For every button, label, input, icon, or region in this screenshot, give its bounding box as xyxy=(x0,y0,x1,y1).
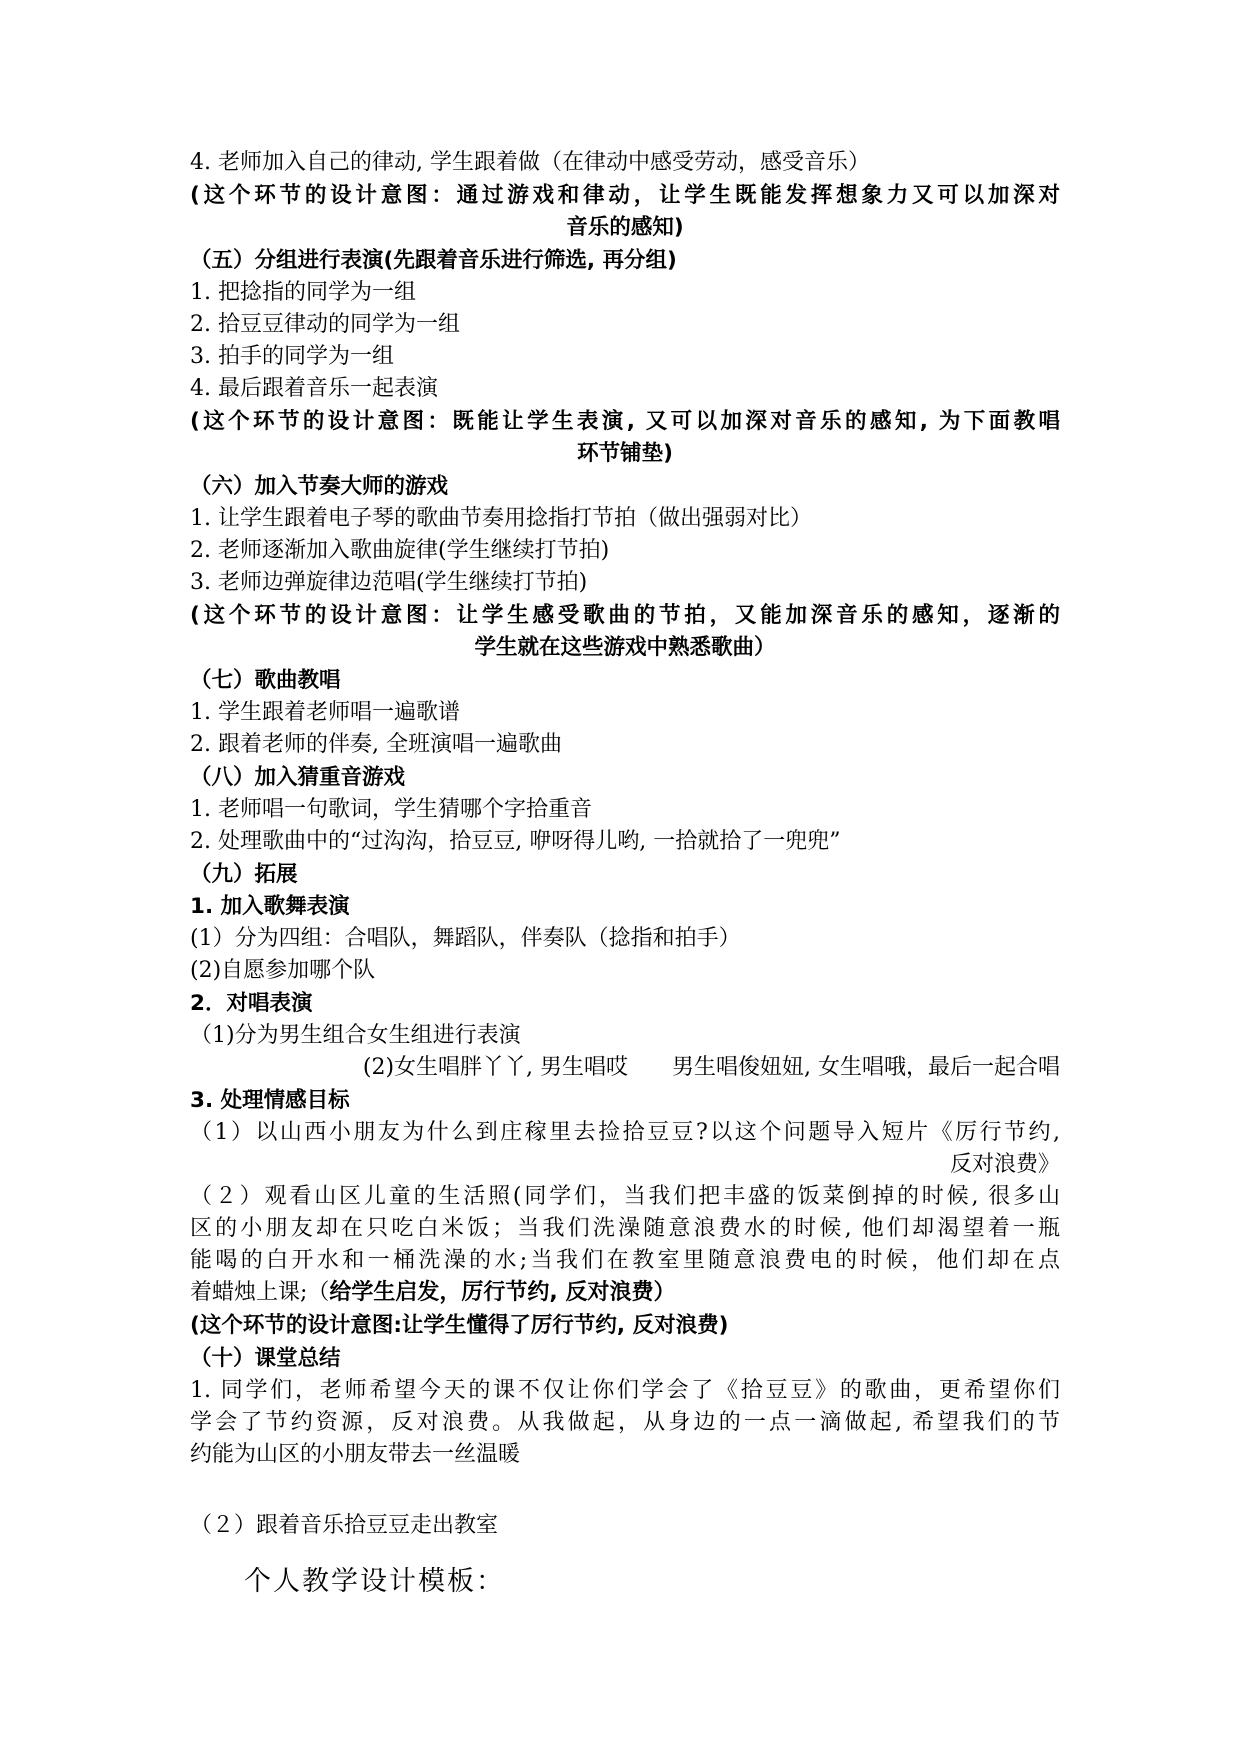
section-9-heading: （九）拓展 xyxy=(190,862,298,887)
section-8-heading: （八）加入猜重音游戏 xyxy=(190,765,406,790)
list-item: 3. 老师边弹旋律边范唱(学生继续打节拍) xyxy=(190,570,588,595)
design-intent-note: (这个环节的设计意图：让学生感受歌曲的节拍，又能加深音乐的感知，逐渐的 xyxy=(190,603,1060,628)
paragraph-line: （1）以山西小朋友为什么到庄稼里去捡拾豆豆?以这个问题导入短片《厉行节约, xyxy=(190,1120,1060,1145)
list-item: 2. 拾豆豆律动的同学为一组 xyxy=(190,312,460,337)
paragraph-line: 学会了节约资源，反对浪费。从我做起，从身边的一点一滴做起, 希望我们的节 xyxy=(190,1410,1060,1435)
list-item: 1. 学生跟着老师唱一遍歌谱 xyxy=(190,700,460,725)
subsection-heading: 1. 加入歌舞表演 xyxy=(190,894,350,919)
design-intent-note: (这个环节的设计意图：既能让学生表演, 又可以加深对音乐的感知, 为下面教唱 xyxy=(190,409,1060,434)
list-item: 3. 拍手的同学为一组 xyxy=(190,344,394,369)
emphasis-text: 给学生启发，厉行节约, 反对浪费） xyxy=(329,1280,676,1305)
design-intent-note-cont: 音乐的感知) xyxy=(566,215,684,240)
section-6-heading: （六）加入节奏大师的游戏 xyxy=(190,474,449,499)
paragraph-line: （２）观看山区儿童的生活照(同学们，当我们把丰盛的饭菜倒掉的时候, 很多山 xyxy=(190,1184,1060,1209)
section-7-heading: （七）歌曲教唱 xyxy=(190,668,341,693)
list-item: （1)分为男生组合女生组进行表演 xyxy=(190,1023,521,1048)
list-item: 1. 把捻指的同学为一组 xyxy=(190,280,416,305)
paragraph-line: 区的小朋友却在只吃白米饭；当我们洗澡随意浪费水的时候, 他们却渴望着一瓶 xyxy=(190,1216,1060,1241)
template-title: 个人教学设计模板： xyxy=(244,1566,505,1597)
list-item: (2)自愿参加哪个队 xyxy=(190,958,376,983)
list-item: 2. 跟着老师的伴奏, 全班演唱一遍歌曲 xyxy=(190,732,562,757)
paragraph-text: 着蜡烛上课;（ xyxy=(190,1280,330,1305)
paragraph-line: 反对浪费》 xyxy=(949,1152,1060,1177)
list-item: 1. 让学生跟着电子琴的歌曲节奏用捻指打节拍（做出强弱对比） xyxy=(190,506,812,531)
list-item: 2. 处理歌曲中的“过沟沟，拾豆豆, 咿呀得儿哟, 一拾就拾了一兜兜” xyxy=(190,829,841,854)
design-intent-note: (这个环节的设计意图：通过游戏和律动，让学生既能发挥想象力又可以加深对 xyxy=(190,183,1060,208)
design-intent-note-cont: 环节铺垫) xyxy=(577,441,673,466)
paragraph-line xyxy=(190,1277,1060,1309)
subsection-heading: 3. 处理情感目标 xyxy=(190,1088,350,1113)
list-item: 4. 最后跟着音乐一起表演 xyxy=(190,376,438,401)
section-10-heading: （十）课堂总结 xyxy=(190,1346,341,1371)
paragraph-line: 能喝的白开水和一桶洗澡的水;当我们在教室里随意浪费电的时候，他们却在点 xyxy=(190,1248,1060,1273)
design-intent-note-cont: 学生就在这些游戏中熟悉歌曲） xyxy=(474,635,776,660)
section-5-heading: （五）分组进行表演(先跟着音乐进行筛选, 再分组) xyxy=(190,248,677,273)
subsection-heading: 2．对唱表演 xyxy=(190,991,313,1016)
list-item: (1）分为四组：合唱队，舞蹈队，伴奏队（捻指和拍手） xyxy=(190,926,741,951)
closing-step: （２）跟着音乐拾豆豆走出教室 xyxy=(190,1513,499,1538)
list-item: 1. 老师唱一句歌词，学生猜哪个字拾重音 xyxy=(190,797,592,822)
list-item: (2)女生唱胖丫丫, 男生唱哎 男生唱俊妞妞, 女生唱哦，最后一起合唱 xyxy=(362,1055,1060,1080)
design-intent-note: (这个环节的设计意图:让学生懂得了厉行节约, 反对浪费) xyxy=(190,1313,729,1338)
list-item: 2. 老师逐渐加入歌曲旋律(学生继续打节拍) xyxy=(190,538,610,563)
paragraph-line: 1. 同学们，老师希望今天的课不仅让你们学会了《拾豆豆》的歌曲，更希望你们 xyxy=(190,1378,1060,1403)
paragraph-line: 约能为山区的小朋友带去一丝温暖 xyxy=(190,1442,521,1467)
step-4-line: 4. 老师加入自己的律动, 学生跟着做（在律动中感受劳动，感受音乐） xyxy=(190,150,870,175)
